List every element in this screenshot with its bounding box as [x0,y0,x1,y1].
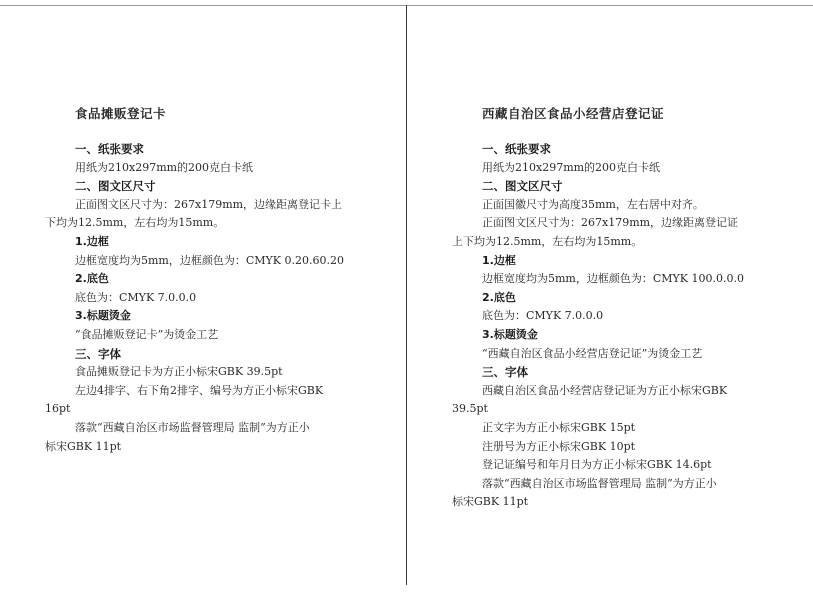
left-body-text-line: 用纸为210x297mm的200克白卡纸 [75,160,254,174]
right-body-text-line: 用纸为210x297mm的200克白卡纸 [482,160,661,174]
left-body-text-line: 左边4排字、右下角2排字、编号为方正小标宋GBK [75,383,324,397]
right-body-text-line: 边框宽度均为5mm，边框颜色为：CMYK 100.0.0.0 [482,272,744,286]
left-section-heading: 一、纸张要求 [75,142,144,156]
right-page-body [452,140,770,512]
left-subsection-heading: 3.标题烫金 [75,309,131,323]
right-subsection-heading: 1.边框 [482,253,516,267]
right-body-text-line: 落款“西藏自治区市场监督管理局 监制”为方正小 [482,476,717,490]
left-section-heading: 二、图文区尺寸 [75,179,156,194]
left-body-text-continuation: 16pt [45,402,71,416]
right-body-text-line: “西藏自治区食品小经营店登记证”为烫金工艺 [482,346,703,360]
left-subsection-heading: 1.边框 [75,234,109,248]
left-body-text-line: 正面图文区尺寸为：267x179mm，边缘距离登记卡上 [75,197,343,211]
right-body-text-line: 正面图文区尺寸为：267x179mm，边缘距离登记证 [482,216,739,230]
right-body-text-continuation: 上下均为12.5mm，左右均为15mm。 [452,234,643,248]
right-subsection-heading: 2.底色 [482,290,516,304]
right-section-heading: 一、纸张要求 [482,142,551,156]
page-spine-divider [406,5,407,585]
right-body-text-line: 注册号为方正小标宋GBK 10pt [482,439,636,453]
right-section-heading: 二、图文区尺寸 [482,179,563,194]
right-body-text-continuation: 标宋GBK 11pt [452,495,529,509]
right-subsection-heading: 3.标题烫金 [482,327,538,341]
left-body-text-line: 落款“西藏自治区市场监督管理局 监制”为方正小 [75,420,310,434]
right-body-text-line: 底色为：CMYK 7.0.0.0 [482,309,604,323]
left-body-text-line: 食品摊贩登记卡为方正小标宋GBK 39.5pt [75,365,283,379]
left-page-body [45,140,370,456]
left-page-title: 食品摊贩登记卡 [75,106,167,121]
left-body-text-line: “食品摊贩登记卡”为烫金工艺 [75,327,219,341]
right-body-text-line: 登记证编号和年月日为方正小标宋GBK 14.6pt [482,458,712,472]
right-body-text-continuation: 39.5pt [452,402,488,416]
left-subsection-heading: 2.底色 [75,272,109,286]
left-body-text-continuation: 标宋GBK 11pt [45,439,122,453]
right-page-title: 西藏自治区食品小经营店登记证 [482,106,665,121]
left-section-heading: 三、字体 [75,346,121,361]
left-body-text-line: 底色为：CMYK 7.0.0.0 [75,290,197,304]
left-body-text-line: 边框宽度均为5mm，边框颜色为：CMYK 0.20.60.20 [75,253,344,267]
left-body-text-continuation: 下均为12.5mm，左右均为15mm。 [45,216,225,230]
right-section-heading: 三、字体 [482,365,528,380]
right-body-text-line: 正文字为方正小标宋GBK 15pt [482,420,636,434]
right-body-text-line: 正面国徽尺寸为高度35mm，左右居中对齐。 [482,197,704,211]
right-body-text-line: 西藏自治区食品小经营店登记证为方正小标宋GBK [482,383,728,397]
